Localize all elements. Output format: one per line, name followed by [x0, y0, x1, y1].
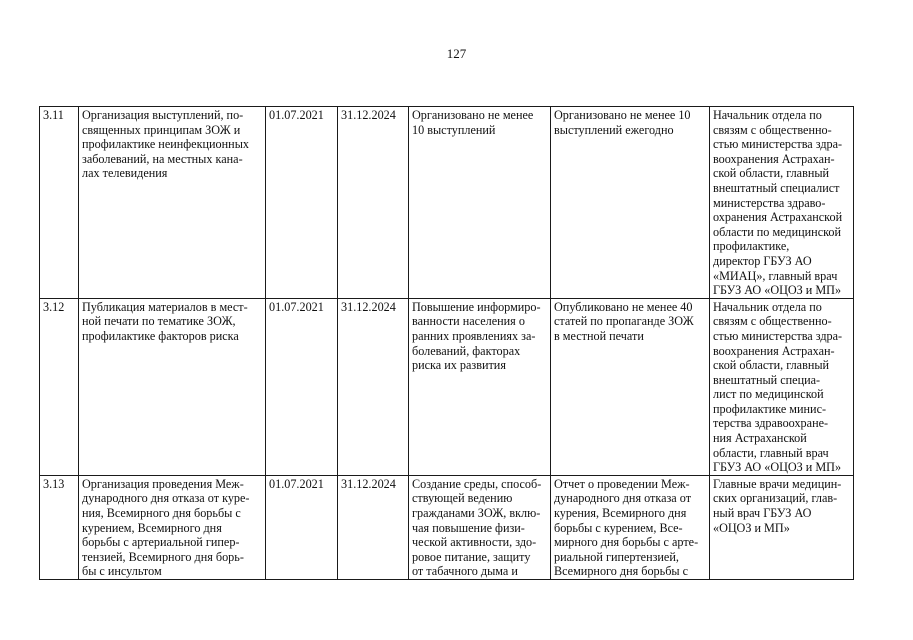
table-row: [40, 475, 854, 579]
indicator-cell: Организовано не менее 10 выступлений ежегодно: [551, 107, 710, 299]
indicator-cell: Опубликовано не менее 40 статей по пропаганде ЗОЖ в местной печати: [551, 298, 710, 475]
end-date-cell: 31.12.2024: [338, 298, 409, 475]
table-row: [40, 298, 854, 475]
end-date-cell: 31.12.2024: [338, 107, 409, 299]
indicator-cell: Отчет о проведении Меж- дународного дня отказа от курения, Всемирного дня борьбы с курением, Все- мирного дня борьбы с арте- риальной гипертензией, Всемирного дня борьбы с: [551, 475, 710, 579]
expected-result-cell: Создание среды, способ- ствующей ведению гражданами ЗОЖ, вклю- чая повышение физи- ческой активности, здо- ровое питание, защиту от табачного дыма и: [409, 475, 551, 579]
activity-cell: Организация проведения Меж- дународного дня отказа от куре- ния, Всемирного дня борьбы с курением, Всемирного дня борьбы с артериальной гипер- тензией, Всемирного дня борь- бы с инсультом: [79, 475, 266, 579]
activity-cell: Организация выступлений, по- священных принципам ЗОЖ и профилактике неинфекционных заболеваний, на местных кана- лах телевидения: [79, 107, 266, 299]
start-date-cell: 01.07.2021: [266, 298, 338, 475]
row-number-cell: 3.13: [40, 475, 79, 579]
page-number: 127: [446, 46, 467, 61]
start-date-cell: 01.07.2021: [266, 475, 338, 579]
expected-result-cell: Организовано не менее 10 выступлений: [409, 107, 551, 299]
table-row: [40, 107, 854, 299]
row-number-cell: 3.11: [40, 107, 79, 299]
activity-cell: Публикация материалов в мест- ной печати по тематике ЗОЖ, профилактике факторов риска: [79, 298, 266, 475]
responsible-cell: Главные врачи медицин- ских организаций, глав- ный врач ГБУЗ АО «ОЦОЗ и МП»: [710, 475, 854, 579]
activity-plan-table: [39, 106, 854, 580]
expected-result-cell: Повышение информиро- ванности населения о ранних проявлениях за- болеваний, факторах риска их развития: [409, 298, 551, 475]
end-date-cell: 31.12.2024: [338, 475, 409, 579]
responsible-cell: Начальник отдела по связям с общественно- стью министерства здра- воохранения Астрахан- ской области, главный внештатный специа- лист по медицинской профилактике минис- терства здравоохране- ния Астраханской области, главный врач ГБУЗ АО «ОЦОЗ и МП»: [710, 298, 854, 475]
start-date-cell: 01.07.2021: [266, 107, 338, 299]
responsible-cell: Начальник отдела по связям с общественно- стью министерства здра- воохранения Астрахан- ской области, главный внештатный специалист министерства здраво- охранения Астраханской области по медицинской профилактике, директор ГБУЗ АО «МИАЦ», главный врач ГБУЗ АО «ОЦОЗ и МП»: [710, 107, 854, 299]
row-number-cell: 3.12: [40, 298, 79, 475]
